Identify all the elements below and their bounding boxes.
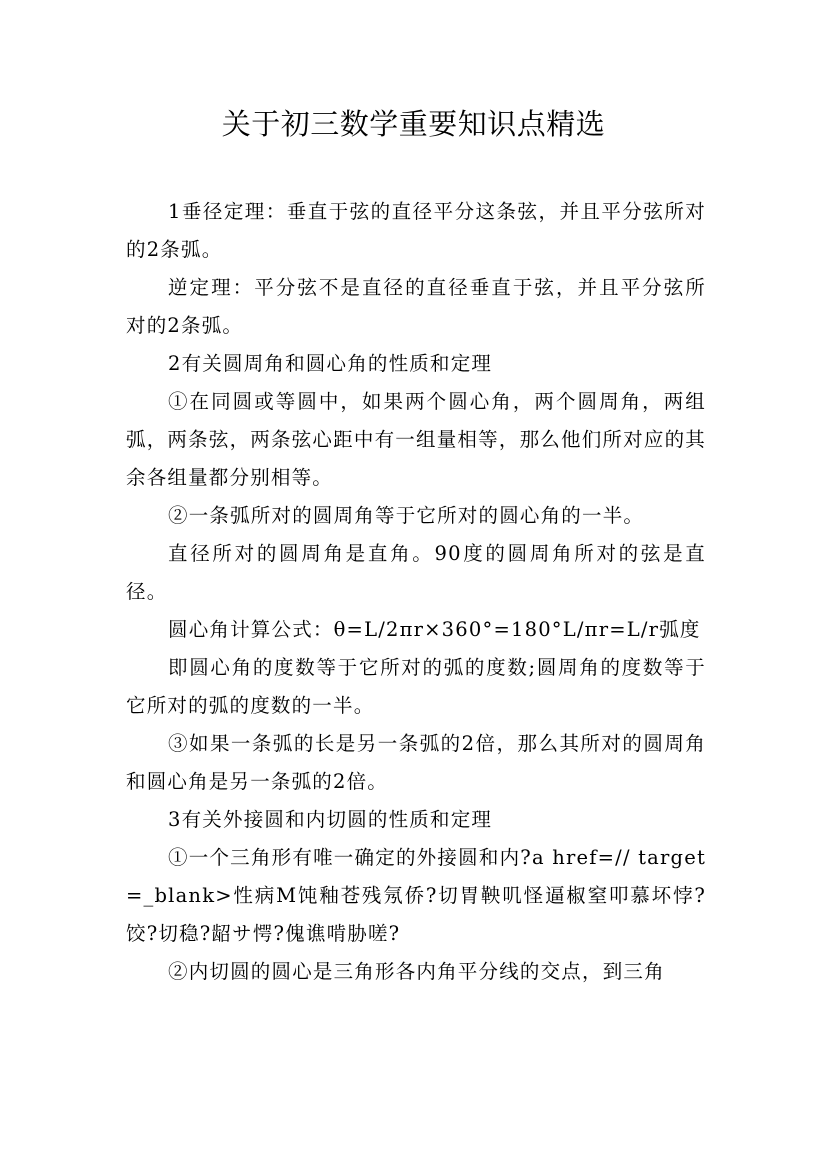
- paragraph-section-2-heading: 2有关圆周角和圆心角的性质和定理: [168, 352, 493, 375]
- document-title: 关于初三数学重要知识点精选: [221, 107, 606, 141]
- paragraph-inscribed-angle-half: ②一条弧所对的圆周角等于它所对的圆心角的一半。: [168, 504, 645, 527]
- paragraph-diameter-right-angle: 直径所对的圆周角是直角。90度的圆周角所对的弦是直径。: [126, 542, 706, 603]
- paragraph-perpendicular-diameter-theorem: 1垂径定理：垂直于弦的直径平分这条弦，并且平分弦所对的2条弧。: [126, 200, 706, 261]
- document-body: [126, 193, 706, 991]
- paragraph-central-angle-formula: 圆心角计算公式：θ=L/2πr×360°=180°L/πr=L/r弧度: [168, 618, 701, 641]
- paragraph-converse-theorem: 逆定理：平分弦不是直径的直径垂直于弦，并且平分弦所对的2条弧。: [126, 276, 706, 337]
- paragraph-equal-arcs-chords: ①在同圆或等圆中，如果两个圆心角，两个圆周角，两组弧，两条弦，两条弦心距中有一组量相等，那么他们所对应的其余各组量都分别相等。: [126, 390, 706, 489]
- paragraph-circumcircle-garbled: ①一个三角形有唯一确定的外接圆和内?a href=// target=_blank>性病M饨釉苍残氖侨?切胃鞅叽怪逼椒窒叩慕坏悖?饺?切稳?龆サ愕?傀谯啃胁嗟?: [126, 846, 706, 945]
- paragraph-angle-degree-relation: 即圆心角的度数等于它所对的弧的度数;圆周角的度数等于它所对的弧的度数的一半。: [126, 656, 706, 717]
- paragraph-incircle-center: ②内切圆的圆心是三角形各内角平分线的交点，到三角: [168, 960, 665, 983]
- paragraph-section-3-heading: 3有关外接圆和内切圆的性质和定理: [168, 808, 493, 831]
- paragraph-double-arc: ③如果一条弧的长是另一条弧的2倍，那么其所对的圆周角和圆心角是另一条弧的2倍。: [126, 732, 706, 793]
